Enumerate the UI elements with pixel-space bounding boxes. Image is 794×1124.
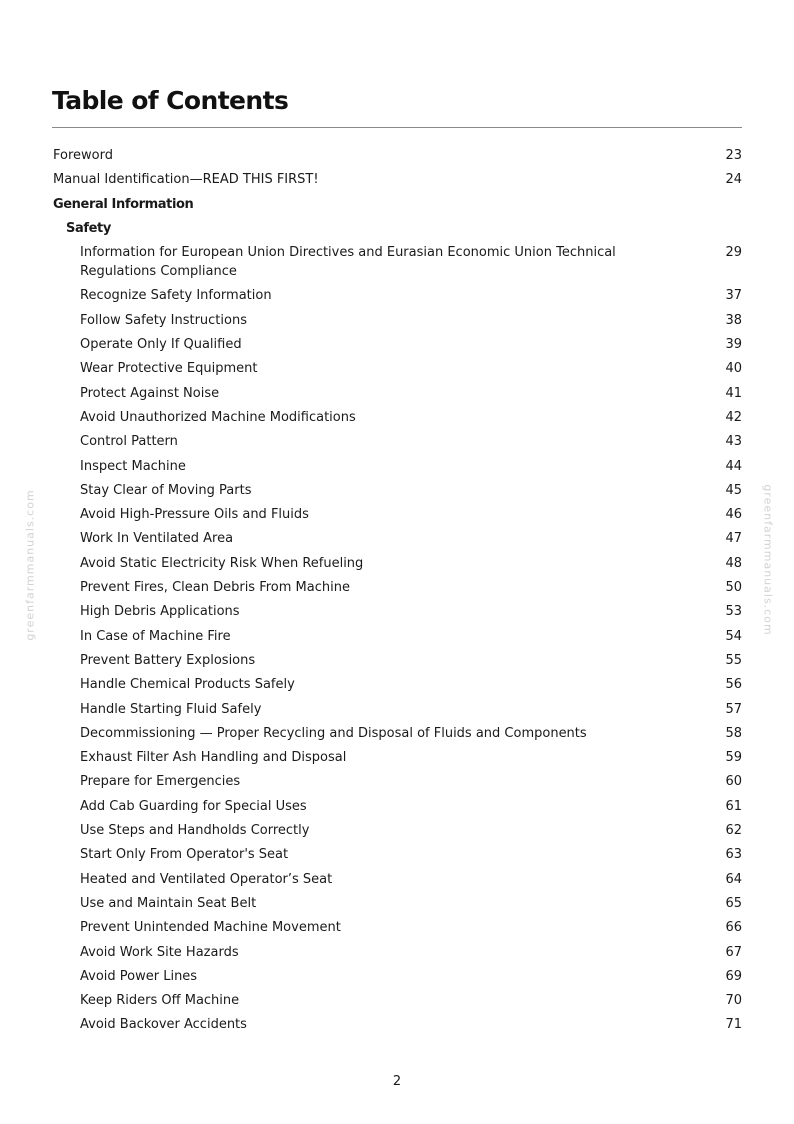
toc-entry-title: Safety xyxy=(66,220,111,236)
toc-entry[interactable] xyxy=(0,943,794,962)
toc-entry-title: General Information xyxy=(53,196,194,212)
toc-entry-page: 58 xyxy=(725,725,742,741)
toc-entry[interactable] xyxy=(0,529,794,548)
page-number: 2 xyxy=(392,1074,402,1089)
toc-entry[interactable] xyxy=(0,651,794,670)
toc-entry-title: Prevent Unintended Machine Movement xyxy=(80,920,341,936)
toc-entry[interactable] xyxy=(0,146,794,165)
page-title: Table of Contents xyxy=(52,86,289,115)
toc-entry-page: 53 xyxy=(725,604,742,620)
toc-entry-title: Stay Clear of Moving Parts xyxy=(80,482,252,498)
toc-entry-title: Prepare for Emergencies xyxy=(80,774,241,790)
toc-entry[interactable] xyxy=(0,554,794,573)
toc-entry-title: Use Steps and Handholds Correctly xyxy=(80,823,310,839)
toc-entry-title: Avoid Power Lines xyxy=(80,968,198,984)
toc-entry-page: 70 xyxy=(725,993,742,1009)
toc-entry-page: 59 xyxy=(725,750,742,766)
toc-entry-title: Avoid Work Site Hazards xyxy=(80,944,239,960)
toc-entry-title: Avoid Backover Accidents xyxy=(80,1017,247,1033)
toc-entry-page: 37 xyxy=(725,288,742,304)
toc-entry-title: Heated and Ventilated Operator’s Seat xyxy=(80,871,333,887)
toc-entry[interactable] xyxy=(0,286,794,305)
toc-entry-title: Foreword xyxy=(53,148,113,163)
toc-entry[interactable] xyxy=(0,578,794,597)
toc-entry[interactable] xyxy=(0,700,794,719)
toc-entry-page: 47 xyxy=(725,531,742,547)
toc-entry[interactable] xyxy=(0,797,794,816)
toc-entry-title: Inspect Machine xyxy=(80,458,186,474)
toc-entry-page: 43 xyxy=(725,434,742,450)
toc-entry[interactable] xyxy=(0,724,794,743)
toc-entry-page: 63 xyxy=(725,847,742,863)
toc-entry-page: 42 xyxy=(725,409,742,425)
toc-entry-page: 38 xyxy=(725,312,742,328)
toc-entry-title: Keep Riders Off Machine xyxy=(80,993,240,1009)
toc-entry-title: Handle Chemical Products Safely xyxy=(80,677,295,693)
toc-entry-page: 67 xyxy=(725,944,742,960)
toc-entry-title: Exhaust Filter Ash Handling and Disposal xyxy=(80,750,347,766)
toc-entry[interactable] xyxy=(0,918,794,937)
toc-entry-title: Add Cab Guarding for Special Uses xyxy=(80,798,307,814)
toc-entry-title: Protect Against Noise xyxy=(80,385,220,401)
toc-list xyxy=(0,146,794,1040)
toc-entry-page: 71 xyxy=(725,1017,742,1033)
toc-entry-title: Work In Ventilated Area xyxy=(80,531,234,547)
toc-entry[interactable] xyxy=(0,967,794,986)
toc-entry-title: Manual Identification—READ THIS FIRST! xyxy=(53,172,319,188)
toc-entry[interactable] xyxy=(0,408,794,427)
toc-entry-page: 50 xyxy=(725,580,742,596)
toc-entry-title: Decommissioning — Proper Recycling and Disposal of Fluids and Components xyxy=(80,725,587,741)
toc-entry-page: 69 xyxy=(725,968,742,984)
toc-entry-page: 41 xyxy=(725,385,742,401)
toc-entry[interactable] xyxy=(0,675,794,694)
toc-entry-page: 40 xyxy=(725,361,742,377)
toc-entry[interactable] xyxy=(0,991,794,1010)
toc-entry-title: Recognize Safety Information xyxy=(80,288,272,304)
toc-entry-title: Follow Safety Instructions xyxy=(80,312,247,328)
watermark-right: greenfarmmanuals.com xyxy=(761,484,775,636)
toc-entry-page: 24 xyxy=(725,172,742,188)
toc-entry-title: High Debris Applications xyxy=(80,604,240,620)
toc-entry-title: Start Only From Operator's Seat xyxy=(80,847,289,863)
toc-entry[interactable] xyxy=(0,845,794,864)
toc-entry-title: Prevent Battery Explosions xyxy=(80,652,256,668)
toc-entry-page: 64 xyxy=(725,871,742,887)
toc-entry-page: 57 xyxy=(725,701,742,717)
toc-entry[interactable] xyxy=(0,195,794,214)
toc-entry-title: Use and Maintain Seat Belt xyxy=(80,895,257,911)
toc-entry-title: Avoid High-Pressure Oils and Fluids xyxy=(80,507,309,523)
toc-entry-page: 44 xyxy=(725,458,742,474)
watermark-left: greenfarmmanuals.com xyxy=(23,489,37,641)
toc-entry[interactable] xyxy=(0,311,794,330)
toc-entry-page: 66 xyxy=(725,920,742,936)
toc-entry-title: Avoid Unauthorized Machine Modifications xyxy=(80,409,356,425)
toc-entry[interactable] xyxy=(0,505,794,524)
toc-entry-page: 48 xyxy=(725,555,742,571)
toc-entry-title: Avoid Static Electricity Risk When Refueling xyxy=(80,555,364,571)
toc-entry-title: Information for European Union Directives and Eurasian Economic Union Technical Regulations Compliance xyxy=(80,245,616,280)
toc-entry[interactable] xyxy=(0,219,794,238)
toc-entry-title: Operate Only If Qualified xyxy=(80,337,242,353)
toc-entry[interactable] xyxy=(0,243,794,281)
toc-entry-title: Wear Protective Equipment xyxy=(80,361,258,377)
toc-entry-page: 39 xyxy=(725,337,742,353)
toc-entry-title: Handle Starting Fluid Safely xyxy=(80,701,262,717)
toc-entry-page: 56 xyxy=(725,677,742,693)
toc-entry[interactable] xyxy=(0,359,794,378)
toc-entry[interactable] xyxy=(0,748,794,767)
toc-entry-page: 62 xyxy=(725,823,742,839)
toc-entry[interactable] xyxy=(0,821,794,840)
toc-entry-title: Control Pattern xyxy=(80,434,178,450)
toc-entry-page: 45 xyxy=(725,482,742,498)
toc-entry[interactable] xyxy=(0,894,794,913)
toc-entry-page: 46 xyxy=(725,507,742,523)
toc-entry[interactable] xyxy=(0,170,794,189)
toc-entry-title: Prevent Fires, Clean Debris From Machine xyxy=(80,580,350,596)
toc-entry[interactable] xyxy=(0,481,794,500)
toc-entry-page: 54 xyxy=(725,628,742,644)
title-divider xyxy=(52,127,742,128)
toc-entry[interactable] xyxy=(0,432,794,451)
toc-entry[interactable] xyxy=(0,335,794,354)
toc-entry[interactable] xyxy=(0,602,794,621)
toc-entry[interactable] xyxy=(0,457,794,476)
toc-entry-page: 65 xyxy=(725,895,742,911)
toc-entry-page: 60 xyxy=(725,774,742,790)
toc-entry-page: 23 xyxy=(725,148,742,163)
toc-entry[interactable] xyxy=(0,627,794,646)
toc-entry-title: In Case of Machine Fire xyxy=(80,628,231,644)
toc-entry-page: 55 xyxy=(725,652,742,668)
toc-entry[interactable] xyxy=(0,384,794,403)
toc-entry-page: 29 xyxy=(725,245,742,261)
toc-entry[interactable] xyxy=(0,1015,794,1034)
toc-entry[interactable] xyxy=(0,870,794,889)
toc-entry[interactable] xyxy=(0,772,794,791)
toc-entry-page: 61 xyxy=(725,798,742,814)
